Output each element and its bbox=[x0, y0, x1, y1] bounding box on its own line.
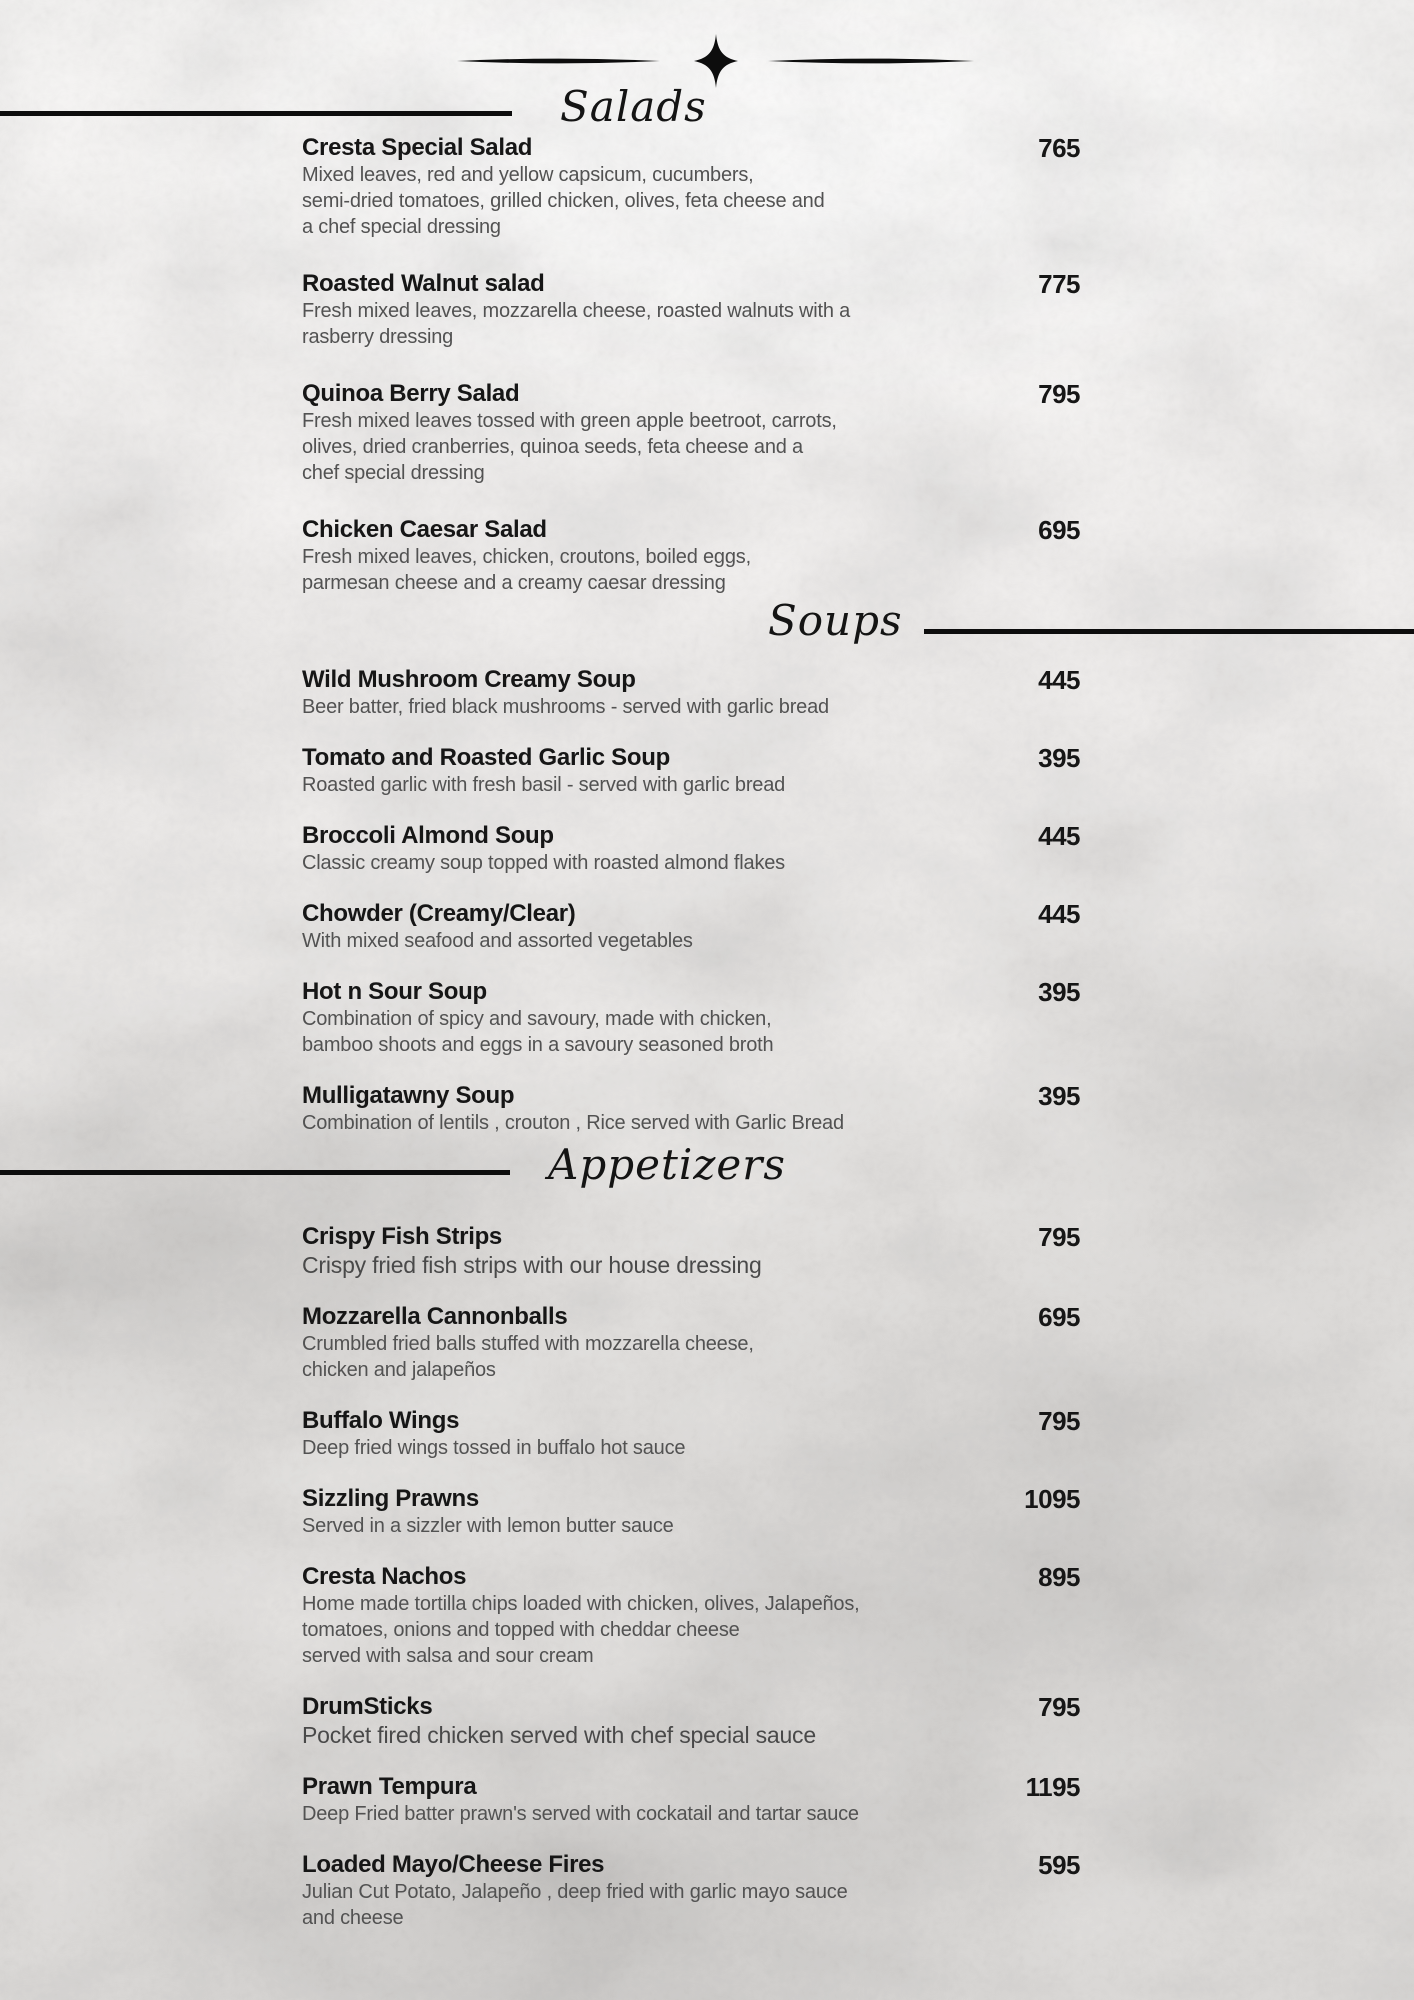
soups-item-list bbox=[302, 666, 1080, 1160]
item-desc-line: Classic creamy soup topped with roasted almond flakes bbox=[302, 852, 785, 874]
item-desc-line: chicken and jalapeños bbox=[302, 1359, 496, 1381]
item-desc-line: Combination of lentils , crouton , Rice served with Garlic Bread bbox=[302, 1112, 844, 1134]
item-desc-line: parmesan cheese and a creamy caesar dressing bbox=[302, 572, 726, 594]
item-desc-line: With mixed seafood and assorted vegetables bbox=[302, 930, 693, 952]
item-price: 775 bbox=[1038, 269, 1080, 299]
item-desc-line: Fresh mixed leaves, mozzarella cheese, roasted walnuts with a bbox=[302, 300, 851, 322]
menu-item bbox=[302, 1485, 1080, 1539]
item-title-row bbox=[302, 1407, 1080, 1435]
item-desc-line: Roasted garlic with fresh basil - served with garlic bread bbox=[302, 774, 786, 796]
item-name: Loaded Mayo/Cheese Fires bbox=[302, 1851, 605, 1878]
four-point-star-icon bbox=[694, 34, 738, 88]
item-desc-line: Combination of spicy and savoury, made with chicken, bbox=[302, 1008, 772, 1030]
item-title-row bbox=[302, 1485, 1080, 1513]
menu-item bbox=[302, 900, 1080, 954]
item-name: Mozzarella Cannonballs bbox=[302, 1303, 568, 1330]
item-desc-line: served with salsa and sour cream bbox=[302, 1645, 594, 1667]
item-desc-line: Julian Cut Potato, Jalapeño , deep fried with garlic mayo sauce bbox=[302, 1881, 848, 1903]
salads-section-heading: Salads bbox=[560, 82, 707, 131]
item-title-row bbox=[302, 1223, 1080, 1251]
item-name: Cresta Nachos bbox=[302, 1563, 467, 1590]
soups-heading-rule bbox=[924, 629, 1414, 634]
item-desc-line: tomatoes, onions and topped with cheddar cheese bbox=[302, 1619, 740, 1641]
item-price: 695 bbox=[1038, 1302, 1080, 1332]
item-title-row bbox=[302, 978, 1080, 1006]
item-name: Crispy Fish Strips bbox=[302, 1223, 502, 1250]
menu-item bbox=[302, 1082, 1080, 1136]
item-desc-line: Deep Fried batter prawn's served with cockatail and tartar sauce bbox=[302, 1803, 859, 1825]
menu-item bbox=[302, 516, 1080, 596]
item-title-row bbox=[302, 744, 1080, 772]
salads-item-list bbox=[302, 134, 1080, 626]
item-title-row bbox=[302, 666, 1080, 694]
item-desc-line: rasberry dressing bbox=[302, 326, 454, 348]
item-desc-line: a chef special dressing bbox=[302, 216, 501, 238]
item-price: 795 bbox=[1038, 1692, 1080, 1722]
item-title-row bbox=[302, 1082, 1080, 1110]
item-name: Hot n Sour Soup bbox=[302, 978, 487, 1005]
item-price: 395 bbox=[1038, 743, 1080, 773]
item-name: Cresta Special Salad bbox=[302, 134, 533, 161]
item-price: 895 bbox=[1038, 1562, 1080, 1592]
item-name: Prawn Tempura bbox=[302, 1773, 477, 1800]
item-name: Roasted Walnut salad bbox=[302, 270, 545, 297]
menu-item bbox=[302, 270, 1080, 350]
menu-item bbox=[302, 380, 1080, 486]
item-price: 795 bbox=[1038, 1406, 1080, 1436]
item-title-row bbox=[302, 516, 1080, 544]
item-price: 395 bbox=[1038, 1081, 1080, 1111]
menu-item bbox=[302, 1563, 1080, 1669]
item-desc-line: Served in a sizzler with lemon butter sauce bbox=[302, 1515, 674, 1537]
item-desc-line: Fresh mixed leaves tossed with green apple beetroot, carrots, bbox=[302, 410, 837, 432]
item-desc-line: olives, dried cranberries, quinoa seeds, feta cheese and a bbox=[302, 436, 803, 458]
menu-item bbox=[302, 666, 1080, 720]
menu-item bbox=[302, 822, 1080, 876]
menu-item bbox=[302, 1693, 1080, 1749]
menu-item bbox=[302, 1773, 1080, 1827]
soups-section-heading: Soups bbox=[768, 596, 903, 645]
item-name: Chowder (Creamy/Clear) bbox=[302, 900, 576, 927]
item-price: 395 bbox=[1038, 977, 1080, 1007]
menu-item bbox=[302, 1407, 1080, 1461]
item-desc-line: Mixed leaves, red and yellow capsicum, cucumbers, bbox=[302, 164, 754, 186]
item-title-row bbox=[302, 134, 1080, 162]
item-desc-line: Home made tortilla chips loaded with chicken, olives, Jalapeños, bbox=[302, 1593, 860, 1615]
item-price: 445 bbox=[1038, 665, 1080, 695]
item-name: Buffalo Wings bbox=[302, 1407, 460, 1434]
item-price: 795 bbox=[1038, 1222, 1080, 1252]
appetizers-heading-rule bbox=[0, 1170, 510, 1175]
item-desc-line: Fresh mixed leaves, chicken, croutons, boiled eggs, bbox=[302, 546, 751, 568]
divider-left-line bbox=[457, 59, 660, 64]
item-name: Tomato and Roasted Garlic Soup bbox=[302, 744, 670, 771]
salads-heading-rule bbox=[0, 111, 512, 116]
item-desc-line: Beer batter, fried black mushrooms - served with garlic bread bbox=[302, 696, 829, 718]
menu-item bbox=[302, 134, 1080, 240]
menu-item bbox=[302, 1851, 1080, 1931]
item-title-row bbox=[302, 1563, 1080, 1591]
menu-item bbox=[302, 978, 1080, 1058]
item-title-row bbox=[302, 1851, 1080, 1879]
item-name: Broccoli Almond Soup bbox=[302, 822, 554, 849]
item-price: 445 bbox=[1038, 899, 1080, 929]
item-desc-line: semi-dried tomatoes, grilled chicken, olives, feta cheese and bbox=[302, 190, 825, 212]
menu-item bbox=[302, 1223, 1080, 1279]
item-title-row bbox=[302, 1693, 1080, 1721]
item-price: 1095 bbox=[1024, 1484, 1080, 1514]
item-title-row bbox=[302, 1773, 1080, 1801]
item-title-row bbox=[302, 270, 1080, 298]
item-price: 695 bbox=[1038, 515, 1080, 545]
item-name: Sizzling Prawns bbox=[302, 1485, 479, 1512]
item-name: Quinoa Berry Salad bbox=[302, 380, 520, 407]
item-price: 595 bbox=[1038, 1850, 1080, 1880]
item-title-row bbox=[302, 900, 1080, 928]
item-desc-line: Deep fried wings tossed in buffalo hot sauce bbox=[302, 1437, 686, 1459]
item-name: DrumSticks bbox=[302, 1693, 433, 1720]
divider-right-line bbox=[768, 59, 974, 64]
item-desc-line: Pocket fired chicken served with chef special sauce bbox=[302, 1722, 816, 1748]
item-price: 445 bbox=[1038, 821, 1080, 851]
item-desc-line: Crispy fried fish strips with our house dressing bbox=[302, 1252, 762, 1278]
item-name: Wild Mushroom Creamy Soup bbox=[302, 666, 636, 693]
item-price: 765 bbox=[1038, 133, 1080, 163]
item-price: 795 bbox=[1038, 379, 1080, 409]
appetizers-item-list bbox=[302, 1223, 1080, 1955]
item-title-row bbox=[302, 822, 1080, 850]
item-name: Chicken Caesar Salad bbox=[302, 516, 547, 543]
appetizers-section-heading: Appetizers bbox=[548, 1140, 786, 1189]
item-desc-line: Crumbled fried balls stuffed with mozzarella cheese, bbox=[302, 1333, 754, 1355]
menu-item bbox=[302, 744, 1080, 798]
item-title-row bbox=[302, 380, 1080, 408]
item-price: 1195 bbox=[1025, 1772, 1080, 1802]
item-desc-line: bamboo shoots and eggs in a savoury seasoned broth bbox=[302, 1034, 774, 1056]
item-name: Mulligatawny Soup bbox=[302, 1082, 515, 1109]
item-desc-line: chef special dressing bbox=[302, 462, 485, 484]
menu-item bbox=[302, 1303, 1080, 1383]
item-title-row bbox=[302, 1303, 1080, 1331]
item-desc-line: and cheese bbox=[302, 1907, 404, 1929]
